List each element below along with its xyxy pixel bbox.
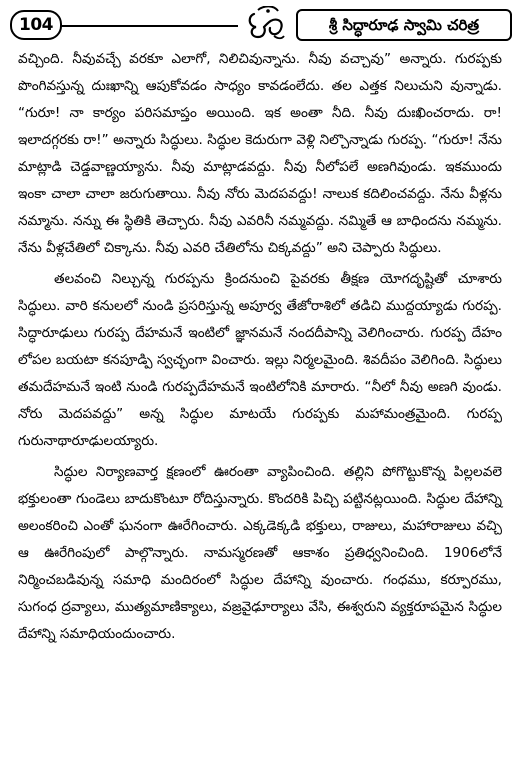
paragraph: వచ్చింది. నీవువచ్చే వరకూ ఎలాగో, నిలిచివున్నాను. నీవు వచ్చావు” అన్నారు. గురప్పకు పొంగివస్తున్న దుఃఖాన్ని ఆపుకోవడం సాధ్యం కావడంలేదు. తల ఎత్తక నిలుచుని వున్నాడు. “గురూ! నా కార్యం పరిసమాప్తం అయింది. ఇక అంతా నీది. నీవు దుఃఖించరాదు. రా! ఇలాదగ్గరకు రా!” అన్నారు సిద్ధులు. సిద్ధుల కెదురుగా వెళ్లి నిల్చొన్నాడు గురప్ప. “గురూ! నేను మాట్లాడి చెడ్డవాణ్ణయ్యాను. నీవు మాట్లాడవద్దు. నీవు నీలోపలే అణగివుండు. ఇకముందు ఇంకా చాలా చాలా జరుగుతాయి. నీవు నోరు మెదపవద్దు! నాలుక కదిలించవద్దు. నేను వీళ్లను నమ్మాను. నన్ను ఈ స్థితికి తెచ్చారు. నీవు ఎవరినీ నమ్మవద్దు. నమ్మితే ఆ బాధిందను నమ్మను. నేను వీళ్లచేతిలో చిక్కాను. నీవు ఎవరి చేతిలోను చిక్కవద్దు” అని చెప్పారు సిద్ధులు.: [18, 51, 502, 256]
running-title: శ్రీ సిద్ధారూఢ స్వామి చరిత్ర: [296, 9, 512, 41]
om-emblem-icon: [244, 6, 288, 42]
paragraph: సిద్ధుల నిర్యాణవార్త క్షణంలో ఊరంతా వ్యాపించింది. తల్లిని పోగొట్టుకొన్న పిల్లలవలె భక్తులంతా గుండెలు బాదుకొంటూ రోదిస్తున్నారు. కొందరికి పిచ్చి పట్టినట్లయింది. సిద్ధుల దేహాన్ని అలంకరించి ఎంతో ఘనంగా ఊరేగించారు. ఎక్కడెక్కడి భక్తులు, రాజులు, మహారాజులు వచ్చి ఆ ఊరేగింపులో పాల్గొన్నారు. నామస్మరణతో ఆకాశం ప్రతిధ్వనించింది. 1906లోనే నిర్మించబడివున్న సమాధి మందిరంలో సిద్ధుల దేహాన్ని వుంచారు. గంధము, కర్పూరము, సుగంధ ద్రవ్యాలు, ముత్యమాణిక్యాలు, వజ్రవైఢూర్యాలు వేసి, ఈశ్వరుని వ్యక్తరూపమైన సిద్ధుల దేహాన్ని సమాధియందుంచారు.: [18, 464, 502, 642]
body-text: [18, 46, 502, 648]
header-rule: [60, 25, 238, 27]
paragraph: తలవంచి నిల్చున్న గురప్పను క్రిందనుంచి పైవరకు తీక్షణ యోగదృష్టితో చూశారు సిద్ధులు. వారి కనులలో నుండి ప్రసరిస్తున్న అపూర్వ తేజోరాశిలో తడిచి ముద్దయ్యాడు గురప్ప. సిద్ధారూఢులు గురప్ప దేహమనే ఇంటిలో జ్ఞానమనే నందదీపాన్ని వెలిగించారు. గురప్ప దేహం లోపల బయటా కనపూడ్పి స్వచ్ఛంగా వించారు. ఇల్లు నిర్మలమైంది. శివదీపం వెలిగింది. సిద్ధులు తమదేహమనే ఇంటి నుండి గురప్పదేహమనే ఇంటిలోనికి మారారు. “నీలో నీవు అణగి వుండు. నోరు మెదపవద్దు” అన్న సిద్ధుల మాటయే గురప్పకు మహామంత్రమైంది. గురప్ప గురునాథారూఢులయ్యారు.: [18, 271, 502, 449]
page-header: [8, 6, 512, 42]
page-number: 104: [10, 10, 62, 40]
